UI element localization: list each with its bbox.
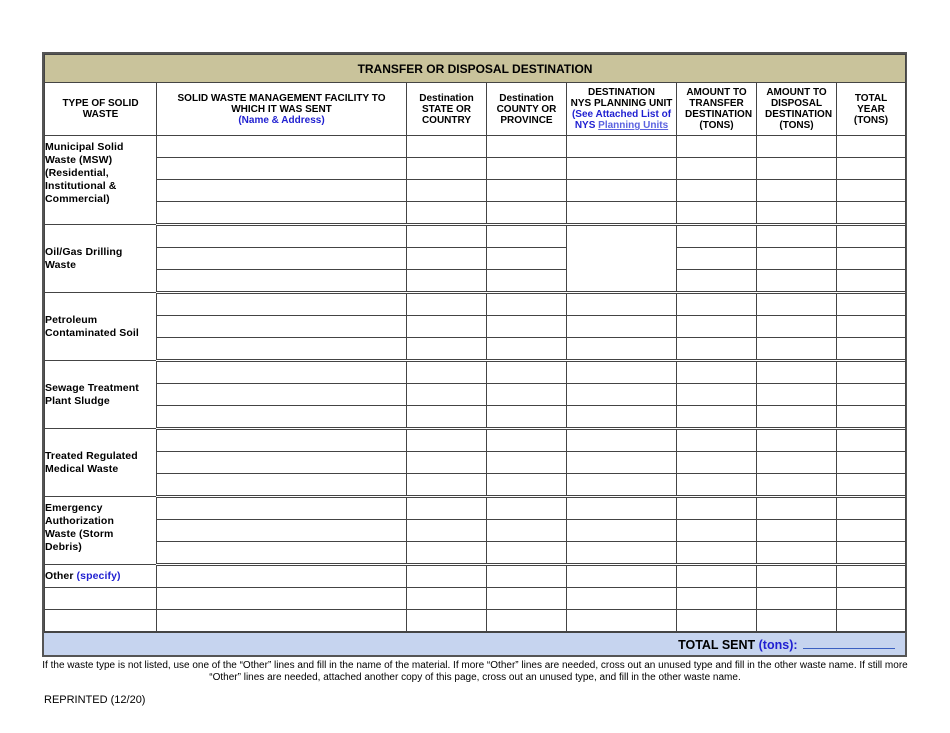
total-sent [678,637,895,652]
total-sent-field[interactable] [803,637,895,649]
table-cell[interactable] [757,474,837,497]
table-cell[interactable] [677,316,757,338]
table-cell[interactable] [757,542,837,565]
table-cell[interactable] [157,565,407,588]
table-cell[interactable] [757,293,837,316]
table-cell[interactable] [567,452,677,474]
table-cell[interactable] [487,136,567,158]
table-cell[interactable] [487,361,567,384]
table-cell[interactable] [157,248,407,270]
table-cell[interactable] [487,429,567,452]
table-cell[interactable] [567,136,677,158]
table-cell[interactable] [677,158,757,180]
header-facility-note: (Name & Address) [238,114,325,126]
table-cell[interactable] [757,610,837,632]
table-cell[interactable] [157,474,407,497]
header-planning-note: (See Attached List of [571,109,672,120]
table-cell[interactable] [487,497,567,520]
header-state: Destination STATE OR COUNTRY [407,83,487,136]
table-cell[interactable] [837,316,906,338]
table-cell[interactable] [487,225,567,248]
table-cell[interactable] [677,180,757,202]
table-cell[interactable] [157,520,407,542]
table-row [45,248,906,270]
table-cell[interactable] [757,520,837,542]
other-type-cell[interactable] [45,610,157,632]
table-cell[interactable] [837,565,906,588]
table-cell[interactable] [157,610,407,632]
table-cell[interactable] [157,316,407,338]
table-cell[interactable] [757,316,837,338]
table-cell[interactable] [757,338,837,361]
table-cell[interactable] [157,406,407,429]
table-cell[interactable] [837,225,906,248]
table-cell[interactable] [567,406,677,429]
table-cell[interactable] [567,180,677,202]
waste-type-msw: Municipal Solid Waste (MSW) (Residential, Institutional & Commercial) [45,136,157,225]
table-cell[interactable] [567,588,677,610]
total-sent-bar [44,631,905,655]
table-cell[interactable] [407,293,487,316]
table-cell[interactable] [407,588,487,610]
planning-units-link[interactable]: Planning Units [598,120,669,131]
table-row [45,610,906,632]
table-cell[interactable] [157,361,407,384]
header-planning-nys: NYS [574,120,596,131]
table-cell[interactable] [567,497,677,520]
table-cell[interactable] [407,610,487,632]
table-cell[interactable] [837,452,906,474]
table-cell[interactable] [407,338,487,361]
destination-table [44,54,906,632]
table-cell[interactable] [757,225,837,248]
header-planning-unit [567,83,677,136]
table-cell[interactable] [407,248,487,270]
table-cell[interactable] [487,338,567,361]
waste-type-sewage: Sewage Treatment Plant Sludge [45,361,157,429]
table-cell[interactable] [837,361,906,384]
table-cell[interactable] [567,361,677,384]
table-cell[interactable] [487,158,567,180]
table-cell[interactable] [677,565,757,588]
table-cell[interactable] [407,429,487,452]
table-row [45,316,906,338]
table-cell[interactable] [677,338,757,361]
header-facility [157,83,407,136]
table-row [45,225,906,248]
table-cell[interactable] [677,429,757,452]
table-cell[interactable] [757,270,837,293]
table-cell[interactable] [677,588,757,610]
table-cell[interactable] [487,202,567,225]
disposal-form [42,52,907,657]
table-cell[interactable] [567,316,677,338]
table-cell[interactable] [157,338,407,361]
table-cell[interactable] [677,293,757,316]
table-cell[interactable] [157,293,407,316]
header-facility-line1: SOLID WASTE MANAGEMENT FACILITY TO [177,92,386,104]
table-cell[interactable] [757,180,837,202]
table-cell[interactable] [677,202,757,225]
table-cell[interactable] [677,452,757,474]
table-cell[interactable] [677,225,757,248]
table-cell[interactable] [407,158,487,180]
table-cell[interactable] [157,452,407,474]
table-cell[interactable] [407,474,487,497]
table-cell[interactable] [757,565,837,588]
other-type-cell[interactable] [45,588,157,610]
table-cell[interactable] [757,452,837,474]
table-row [45,158,906,180]
table-cell[interactable] [407,384,487,406]
table-cell[interactable] [837,202,906,225]
table-cell[interactable] [757,361,837,384]
table-cell[interactable] [567,565,677,588]
table-cell[interactable] [837,136,906,158]
table-cell[interactable] [157,180,407,202]
waste-type-other[interactable] [45,565,157,588]
table-cell[interactable] [567,542,677,565]
table-cell[interactable] [837,610,906,632]
table-row [45,202,906,225]
table-row [45,384,906,406]
table-cell[interactable] [677,270,757,293]
table-cell[interactable] [567,429,677,452]
table-cell[interactable] [757,202,837,225]
table-cell[interactable] [757,429,837,452]
table-cell[interactable] [157,384,407,406]
table-cell[interactable] [407,316,487,338]
header-transfer: AMOUNT TO TRANSFER DESTINATION (TONS) [677,83,757,136]
table-cell[interactable] [567,610,677,632]
waste-type-emergency: Emergency Authorization Waste (Storm Debris) [45,497,157,565]
table-row [45,270,906,293]
table-cell[interactable] [677,361,757,384]
table-cell[interactable] [677,497,757,520]
waste-type-medical: Treated Regulated Medical Waste [45,429,157,497]
table-cell[interactable] [487,248,567,270]
table-cell[interactable] [157,542,407,565]
table-cell[interactable] [677,474,757,497]
table-cell[interactable] [407,361,487,384]
table-cell[interactable] [677,136,757,158]
table-cell[interactable] [757,158,837,180]
table-cell[interactable] [487,293,567,316]
header-waste-type: TYPE OF SOLID WASTE [45,83,157,136]
table-cell[interactable] [677,520,757,542]
table-cell[interactable] [407,565,487,588]
table-cell[interactable] [567,158,677,180]
table-row [45,180,906,202]
table-cell[interactable] [157,136,407,158]
table-cell[interactable] [157,225,407,248]
table-row [45,338,906,361]
table-cell[interactable] [837,248,906,270]
table-cell[interactable] [487,565,567,588]
table-cell[interactable] [567,474,677,497]
table-cell[interactable] [677,542,757,565]
table-cell[interactable] [837,180,906,202]
table-row [45,136,906,158]
table-cell[interactable] [567,202,677,225]
table-cell[interactable] [407,520,487,542]
table-cell[interactable] [407,452,487,474]
table-row [45,542,906,565]
table-cell[interactable] [837,497,906,520]
table-row [45,520,906,542]
table-cell[interactable] [757,248,837,270]
table-cell[interactable] [487,520,567,542]
table-row [45,293,906,316]
table-cell[interactable] [677,406,757,429]
table-cell[interactable] [757,588,837,610]
table-cell[interactable] [677,248,757,270]
table-cell[interactable] [157,270,407,293]
table-cell[interactable] [487,474,567,497]
table-cell[interactable] [837,429,906,452]
table-row [45,497,906,520]
table-cell[interactable] [487,270,567,293]
table-cell[interactable] [407,542,487,565]
planning-unit-merged-cell[interactable] [567,225,677,293]
table-cell[interactable] [487,384,567,406]
waste-type-oil-gas: Oil/Gas Drilling Waste [45,225,157,293]
table-cell[interactable] [757,136,837,158]
table-row [45,406,906,429]
header-planning-line2: NYS PLANNING UNIT [570,98,673,109]
other-label: Other [45,570,74,582]
table-cell[interactable] [757,497,837,520]
form-title: TRANSFER OR DISPOSAL DESTINATION [45,55,906,83]
table-cell[interactable] [677,384,757,406]
table-cell[interactable] [157,588,407,610]
table-row [45,474,906,497]
table-cell[interactable] [677,610,757,632]
table-row [45,565,906,588]
table-row [45,429,906,452]
table-cell[interactable] [837,158,906,180]
table-cell[interactable] [487,316,567,338]
table-cell[interactable] [837,474,906,497]
table-cell[interactable] [487,610,567,632]
table-cell[interactable] [837,542,906,565]
table-cell[interactable] [837,270,906,293]
table-cell[interactable] [567,338,677,361]
table-row [45,588,906,610]
table-cell[interactable] [757,384,837,406]
table-cell[interactable] [157,497,407,520]
table-cell[interactable] [757,406,837,429]
table-row [45,452,906,474]
table-cell[interactable] [487,180,567,202]
total-sent-unit: (tons): [758,638,798,652]
table-cell[interactable] [837,293,906,316]
instructions-note: If the waste type is not listed, use one of the “Other” lines and fill in the name of the material. If more “Other” lines are needed, cross out an unused type and fill in the other waste name. If still more “Other” lines are needed, attached another copy of this page, cross out an unused type, and fill in the other waste name. [42,660,908,683]
table-cell[interactable] [837,520,906,542]
table-cell[interactable] [567,293,677,316]
header-planning-line1: DESTINATION [587,87,656,98]
table-cell[interactable] [157,429,407,452]
table-row [45,361,906,384]
table-cell[interactable] [407,202,487,225]
table-cell[interactable] [837,406,906,429]
header-total: TOTAL YEAR (TONS) [837,83,906,136]
table-cell[interactable] [837,338,906,361]
table-cell[interactable] [407,270,487,293]
table-cell[interactable] [487,406,567,429]
table-cell[interactable] [407,497,487,520]
header-facility-line2: WHICH IT WAS SENT [231,103,332,115]
table-cell[interactable] [567,384,677,406]
header-disposal: AMOUNT TO DISPOSAL DESTINATION (TONS) [757,83,837,136]
table-cell[interactable] [157,158,407,180]
table-cell[interactable] [487,542,567,565]
table-cell[interactable] [487,588,567,610]
table-cell[interactable] [407,406,487,429]
table-cell[interactable] [407,180,487,202]
other-specify: (specify) [76,570,121,582]
waste-type-petroleum: Petroleum Contaminated Soil [45,293,157,361]
table-cell[interactable] [407,225,487,248]
table-cell[interactable] [487,452,567,474]
table-cell[interactable] [837,588,906,610]
header-county: Destination COUNTY OR PROVINCE [487,83,567,136]
table-cell[interactable] [837,384,906,406]
table-cell[interactable] [157,202,407,225]
reprint-date: REPRINTED (12/20) [44,694,146,706]
table-cell[interactable] [407,136,487,158]
total-sent-label: TOTAL SENT [678,638,756,652]
table-cell[interactable] [567,520,677,542]
